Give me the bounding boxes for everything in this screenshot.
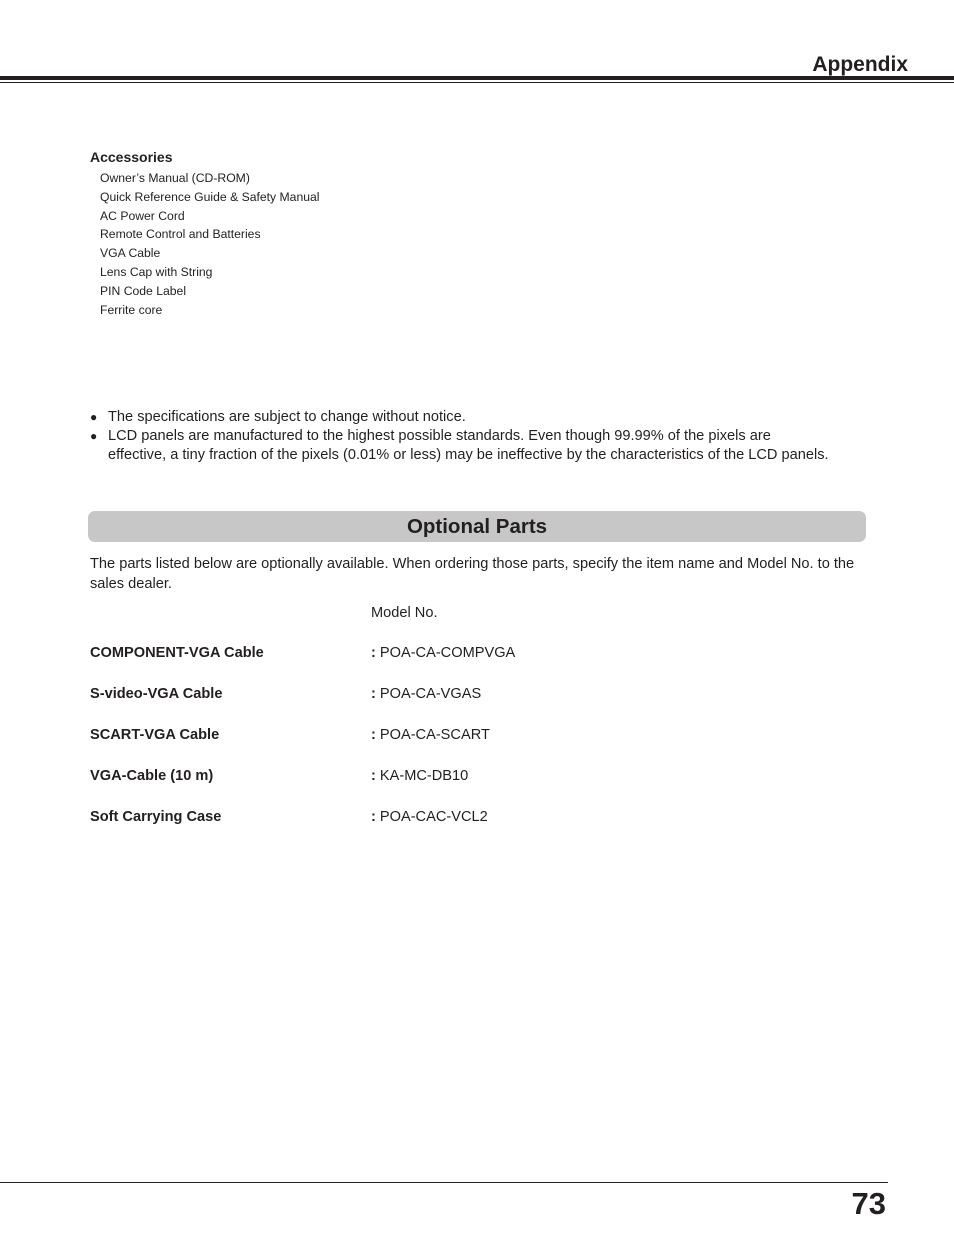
optional-parts-intro: The parts listed below are optionally available. When ordering those parts, specify the item name and Model No. to the sales dealer. [90,556,855,592]
list-item: PIN Code Label [100,283,187,298]
part-model-number: POA-CA-VGAS [379,686,482,702]
note-text: LCD panels are manufactured to the highest possible standards. Even though 99.99% of the pixels are effective, a tiny fraction of the pixels (0.01% or less) may be ineffective by the characteristics of the LCD panels. [108,427,829,463]
list-item: Ferrite core [100,302,163,317]
model-no-header: Model No. [371,605,438,621]
table-row [90,644,790,685]
part-model [371,685,481,704]
part-name: SCART-VGA Cable [90,727,220,743]
header-rule-thick [0,76,954,80]
separator: : [371,645,376,661]
part-model [371,726,490,745]
list-item: Lens Cap with String [100,264,213,279]
list-item: Remote Control and Batteries [100,227,261,242]
note-item [90,427,830,465]
notes-list [90,408,830,464]
section-header-title: Appendix [812,53,908,76]
part-model [371,644,515,663]
separator: : [371,768,376,784]
accessories-heading: Accessories [90,149,173,165]
note-text: The specifications are subject to change without notice. [108,409,466,425]
list-item: Quick Reference Guide & Safety Manual [100,189,320,204]
bullet-icon: ● [90,410,98,424]
accessories-list [90,169,320,319]
separator: : [371,809,376,825]
table-row [90,767,790,808]
part-name: COMPONENT-VGA Cable [90,645,264,661]
optional-parts-heading: Optional Parts [406,515,548,538]
list-item: Owner’s Manual (CD-ROM) [100,171,250,185]
part-name: VGA-Cable (10 m) [90,768,214,784]
optional-parts-heading-bar [88,511,866,542]
list-item: VGA Cable [100,246,161,261]
accessories-section [90,149,320,319]
part-model-number: POA-CA-SCART [379,727,490,743]
bullet-icon: ● [90,428,98,443]
part-name: S-video-VGA Cable [90,686,223,702]
part-model-number: POA-CA-COMPVGA [379,645,516,661]
note-item [90,408,830,427]
part-model-number: POA-CAC-VCL2 [379,809,488,825]
part-model [371,767,468,786]
optional-parts-table [90,644,790,849]
table-row [90,726,790,767]
separator: : [371,727,376,743]
separator: : [371,686,376,702]
table-row [90,685,790,726]
list-item: AC Power Cord [100,208,185,223]
part-model [371,808,488,827]
part-name: Soft Carrying Case [90,809,222,825]
page-number: 73 [851,1186,886,1221]
header-rule-thin [0,82,954,83]
part-model-number: KA-MC-DB10 [379,768,469,784]
footer-rule [0,1182,888,1183]
table-row [90,808,790,849]
